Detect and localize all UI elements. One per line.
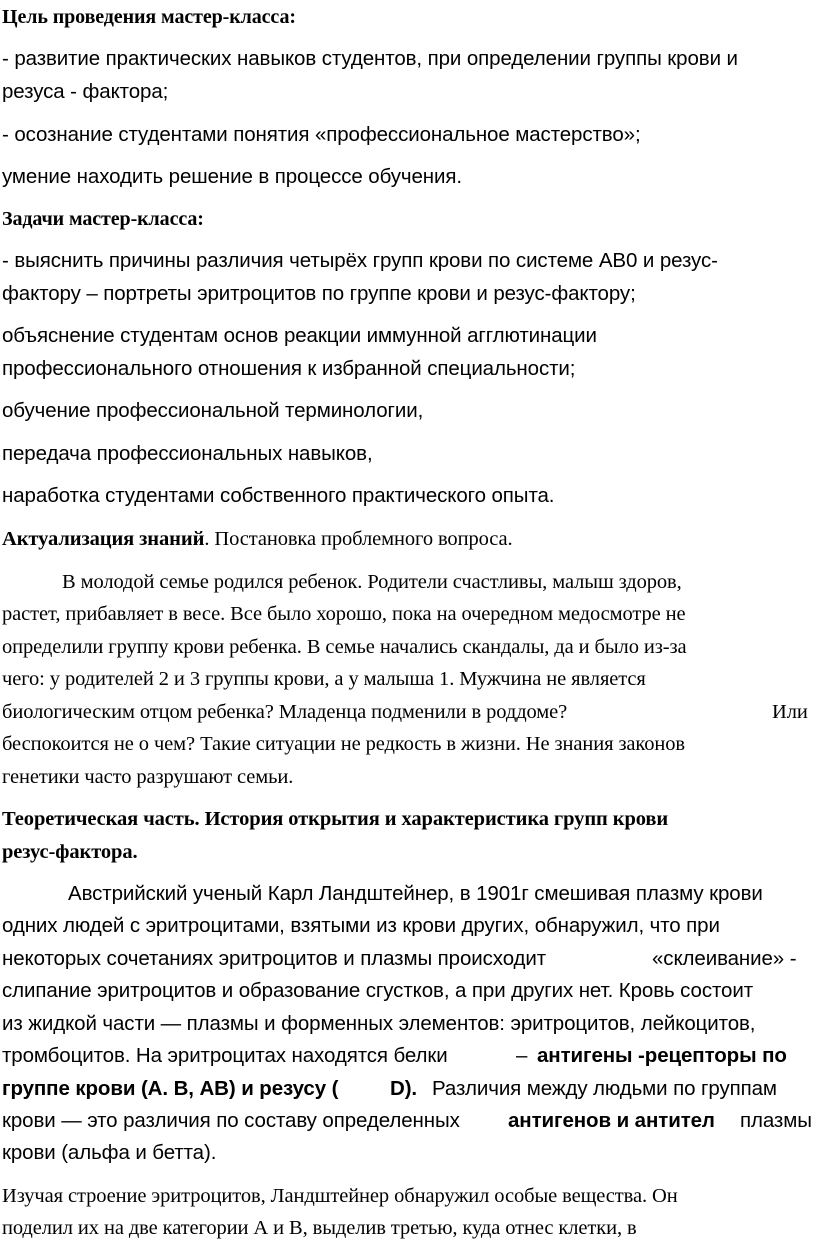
- theory-p1-line-7b: D).: [390, 1077, 418, 1100]
- actualization-line-3: определили группу крови ребенка. В семье начались скандалы, да и было из-за: [2, 636, 687, 658]
- goals-heading: Цель проведения мастер-класса:: [2, 6, 296, 28]
- actualization-heading-bold: Актуализация знаний: [2, 528, 205, 550]
- tasks-line-4: профессионального отношения к избранной специальности;: [2, 357, 576, 380]
- theory-p1-line-6a: тромбоцитов. На эритроцитах находятся белки: [2, 1044, 448, 1067]
- theory-p1-line-7c: Различия между людьми по группам: [432, 1077, 777, 1100]
- theory-p1-line-1: Австрийский ученый Карл Ландштейнер, в 1901г смешивая плазму крови: [68, 882, 763, 905]
- actualization-line-7: генетики часто разрушают семьи.: [2, 766, 294, 788]
- theory-p1-line-6b: –: [516, 1044, 528, 1067]
- theory-p2-line-1: Изучая строение эритроцитов, Ландштейнер обнаружил особые вещества. Он: [2, 1185, 678, 1207]
- theory-p1-line-8b: антигенов и антител: [508, 1109, 715, 1132]
- theory-p1-line-4: слипание эритроцитов и образование сгустков, а при других нет. Кровь состоит: [2, 979, 754, 1002]
- actualization-line-2: растет, прибавляет в весе. Все было хорошо, пока на очередном медосмотре не: [2, 603, 686, 625]
- theory-p1-line-2: одних людей с эритроцитами, взятыми из крови других, обнаружил, что при: [2, 914, 720, 937]
- theory-p1-line-8c: плазмы: [740, 1109, 812, 1132]
- actualization-line-6: беспокоится не о чем? Такие ситуации не редкость в жизни. Не знания законов: [2, 733, 686, 755]
- actualization-heading: [2, 526, 513, 552]
- tasks-line-1: - выяснить причины различия четырёх групп крови по системе АВ0 и резус-: [2, 249, 718, 272]
- goals-line-1: - развитие практических навыков студентов, при определении группы крови и: [2, 47, 738, 70]
- theory-p2-line-2: поделил их на две категории А и В, выделив третью, куда отнес клетки, в: [2, 1217, 637, 1239]
- theory-heading-line-2: резус-фактора.: [2, 841, 138, 863]
- actualization-line-1: В молодой семье родился ребенок. Родители счастливы, малыш здоров,: [62, 571, 682, 593]
- goals-line-3: - осознание студентами понятия «профессиональное мастерство»;: [2, 123, 641, 146]
- theory-p1-line-3b: «склеивание» -: [652, 947, 797, 970]
- theory-p1-line-8a: крови — это различия по составу определенных: [2, 1109, 460, 1132]
- tasks-line-6: передача профессиональных навыков,: [2, 442, 373, 465]
- theory-p1-line-7a: группе крови (А. В, АВ) и резусу (: [2, 1077, 339, 1100]
- tasks-line-2: фактору – портреты эритроцитов по группе крови и резус-фактору;: [2, 282, 636, 305]
- actualization-line-5: биологическим отцом ребенка? Младенца подменили в роддоме?: [2, 701, 568, 723]
- theory-heading-line-1: Теоретическая часть. История открытия и характеристика групп крови: [2, 808, 669, 830]
- theory-p1-line-6c: антигены -рецепторы по: [537, 1044, 787, 1067]
- goals-line-4: умение находить решение в процессе обучения.: [2, 165, 462, 188]
- tasks-line-5: обучение профессиональной терминологии,: [2, 399, 424, 422]
- tasks-line-3: объяснение студентам основ реакции иммунной агглютинации: [2, 324, 597, 347]
- goals-line-2: резуса - фактора;: [2, 80, 169, 103]
- actualization-heading-rest: . Постановка проблемного вопроса.: [204, 528, 513, 550]
- actualization-line-4: чего: у родителей 2 и 3 группы крови, а у малыша 1. Мужчина не является: [2, 668, 646, 690]
- tasks-line-7: наработка студентами собственного практического опыта.: [2, 484, 555, 507]
- theory-p1-line-3a: некоторых сочетаниях эритроцитов и плазмы происходит: [2, 947, 547, 970]
- theory-p1-line-5: из жидкой части — плазмы и форменных элементов: эритроцитов, лейкоцитов,: [2, 1012, 756, 1035]
- theory-p1-line-9: крови (альфа и бетта).: [2, 1141, 217, 1164]
- tasks-heading: Задачи мастер-класса:: [2, 208, 204, 230]
- actualization-line-5-end: Или: [772, 701, 808, 723]
